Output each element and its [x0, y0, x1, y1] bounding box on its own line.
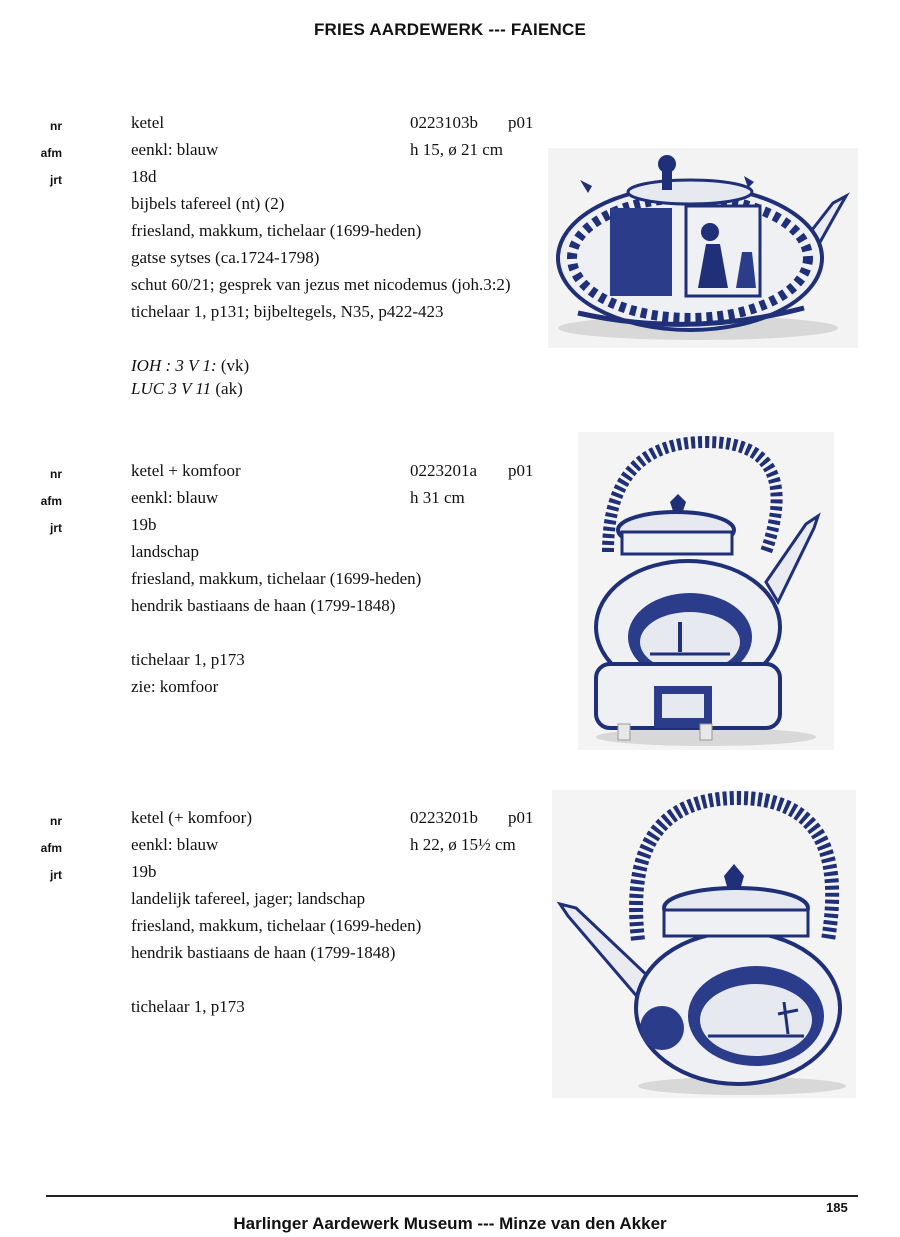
page-number: 185 — [826, 1200, 848, 1215]
value-afm: h 15, ø 21 cm — [410, 140, 504, 159]
value-fabrikaat: friesland, makkum, tichelaar (1699-heden) — [131, 916, 422, 935]
value-opschrift-line-1 — [131, 356, 249, 376]
footer-divider — [46, 1195, 858, 1197]
value-opmerking: zie: komfoor — [131, 677, 219, 696]
value-voorwerp: ketel (+ komfoor) — [131, 808, 252, 827]
value-kleur: eenkl: blauw — [131, 488, 219, 507]
label-nr: nr — [50, 119, 62, 133]
value-literatuur: tichelaar 1, p173 — [131, 997, 245, 1016]
value-page-code: p01 — [508, 461, 534, 480]
value-literatuur: tichelaar 1, p173 — [131, 650, 245, 669]
value-voorstelling: landelijk tafereel, jager; landschap — [131, 889, 366, 908]
label-afm: afm — [40, 146, 62, 160]
photo-kettle-with-komfoor — [578, 432, 834, 750]
value-kleur: eenkl: blauw — [131, 140, 219, 159]
value-schilder: hendrik bastiaans de haan (1799-1848) — [131, 596, 396, 615]
value-voorstelling: landschap — [131, 542, 199, 561]
value-voorbeeld: schut 60/21; gesprek van jezus met nicodemus (joh.3:2) — [131, 275, 511, 294]
value-voorwerp: ketel — [131, 113, 165, 132]
label-nr: nr — [50, 467, 62, 481]
value-afm: h 31 cm — [410, 488, 465, 507]
inscription-note-2: (ak) — [215, 379, 243, 398]
value-schilder: hendrik bastiaans de haan (1799-1848) — [131, 943, 396, 962]
value-page-code: p01 — [508, 113, 534, 132]
inscription-text-2: LUC 3 V 11 — [131, 379, 212, 398]
value-fabrikaat: friesland, makkum, tichelaar (1699-heden) — [131, 221, 422, 240]
label-jrt: jrt — [50, 173, 62, 187]
value-kleur: eenkl: blauw — [131, 835, 219, 854]
value-datering: 19b — [131, 515, 157, 534]
inscription-note-1: (vk) — [220, 356, 250, 375]
page-footer: Harlinger Aardewerk Museum --- Minze van den Akker — [233, 1214, 667, 1233]
value-datering: 19b — [131, 862, 157, 881]
label-jrt: jrt — [50, 521, 62, 535]
value-nr: 0223103b — [410, 113, 478, 132]
label-jrt: jrt — [50, 868, 62, 882]
value-nr: 0223201a — [410, 461, 478, 480]
value-literatuur: tichelaar 1, p131; bijbeltegels, N35, p422-423 — [131, 302, 444, 321]
value-nr: 0223201b — [410, 808, 478, 827]
photo-kettle-landscape — [552, 790, 856, 1098]
inscription-text-1: IOH : 3 V 1: — [131, 356, 217, 375]
label-nr: nr — [50, 814, 62, 828]
value-schilder: gatse sytses (ca.1724-1798) — [131, 248, 320, 267]
value-fabrikaat: friesland, makkum, tichelaar (1699-heden) — [131, 569, 422, 588]
value-voorwerp: ketel + komfoor — [131, 461, 241, 480]
value-voorstelling: bijbels tafereel (nt) (2) — [131, 194, 285, 213]
photo-teapot-biblical-scene — [548, 148, 858, 348]
value-page-code: p01 — [508, 808, 534, 827]
label-afm: afm — [40, 841, 62, 855]
page-title: FRIES AARDEWERK --- FAIENCE — [313, 20, 587, 39]
label-afm: afm — [40, 494, 62, 508]
value-datering: 18d — [131, 167, 157, 186]
value-afm: h 22, ø 15½ cm — [410, 835, 516, 854]
value-opschrift-line-2 — [131, 379, 243, 399]
